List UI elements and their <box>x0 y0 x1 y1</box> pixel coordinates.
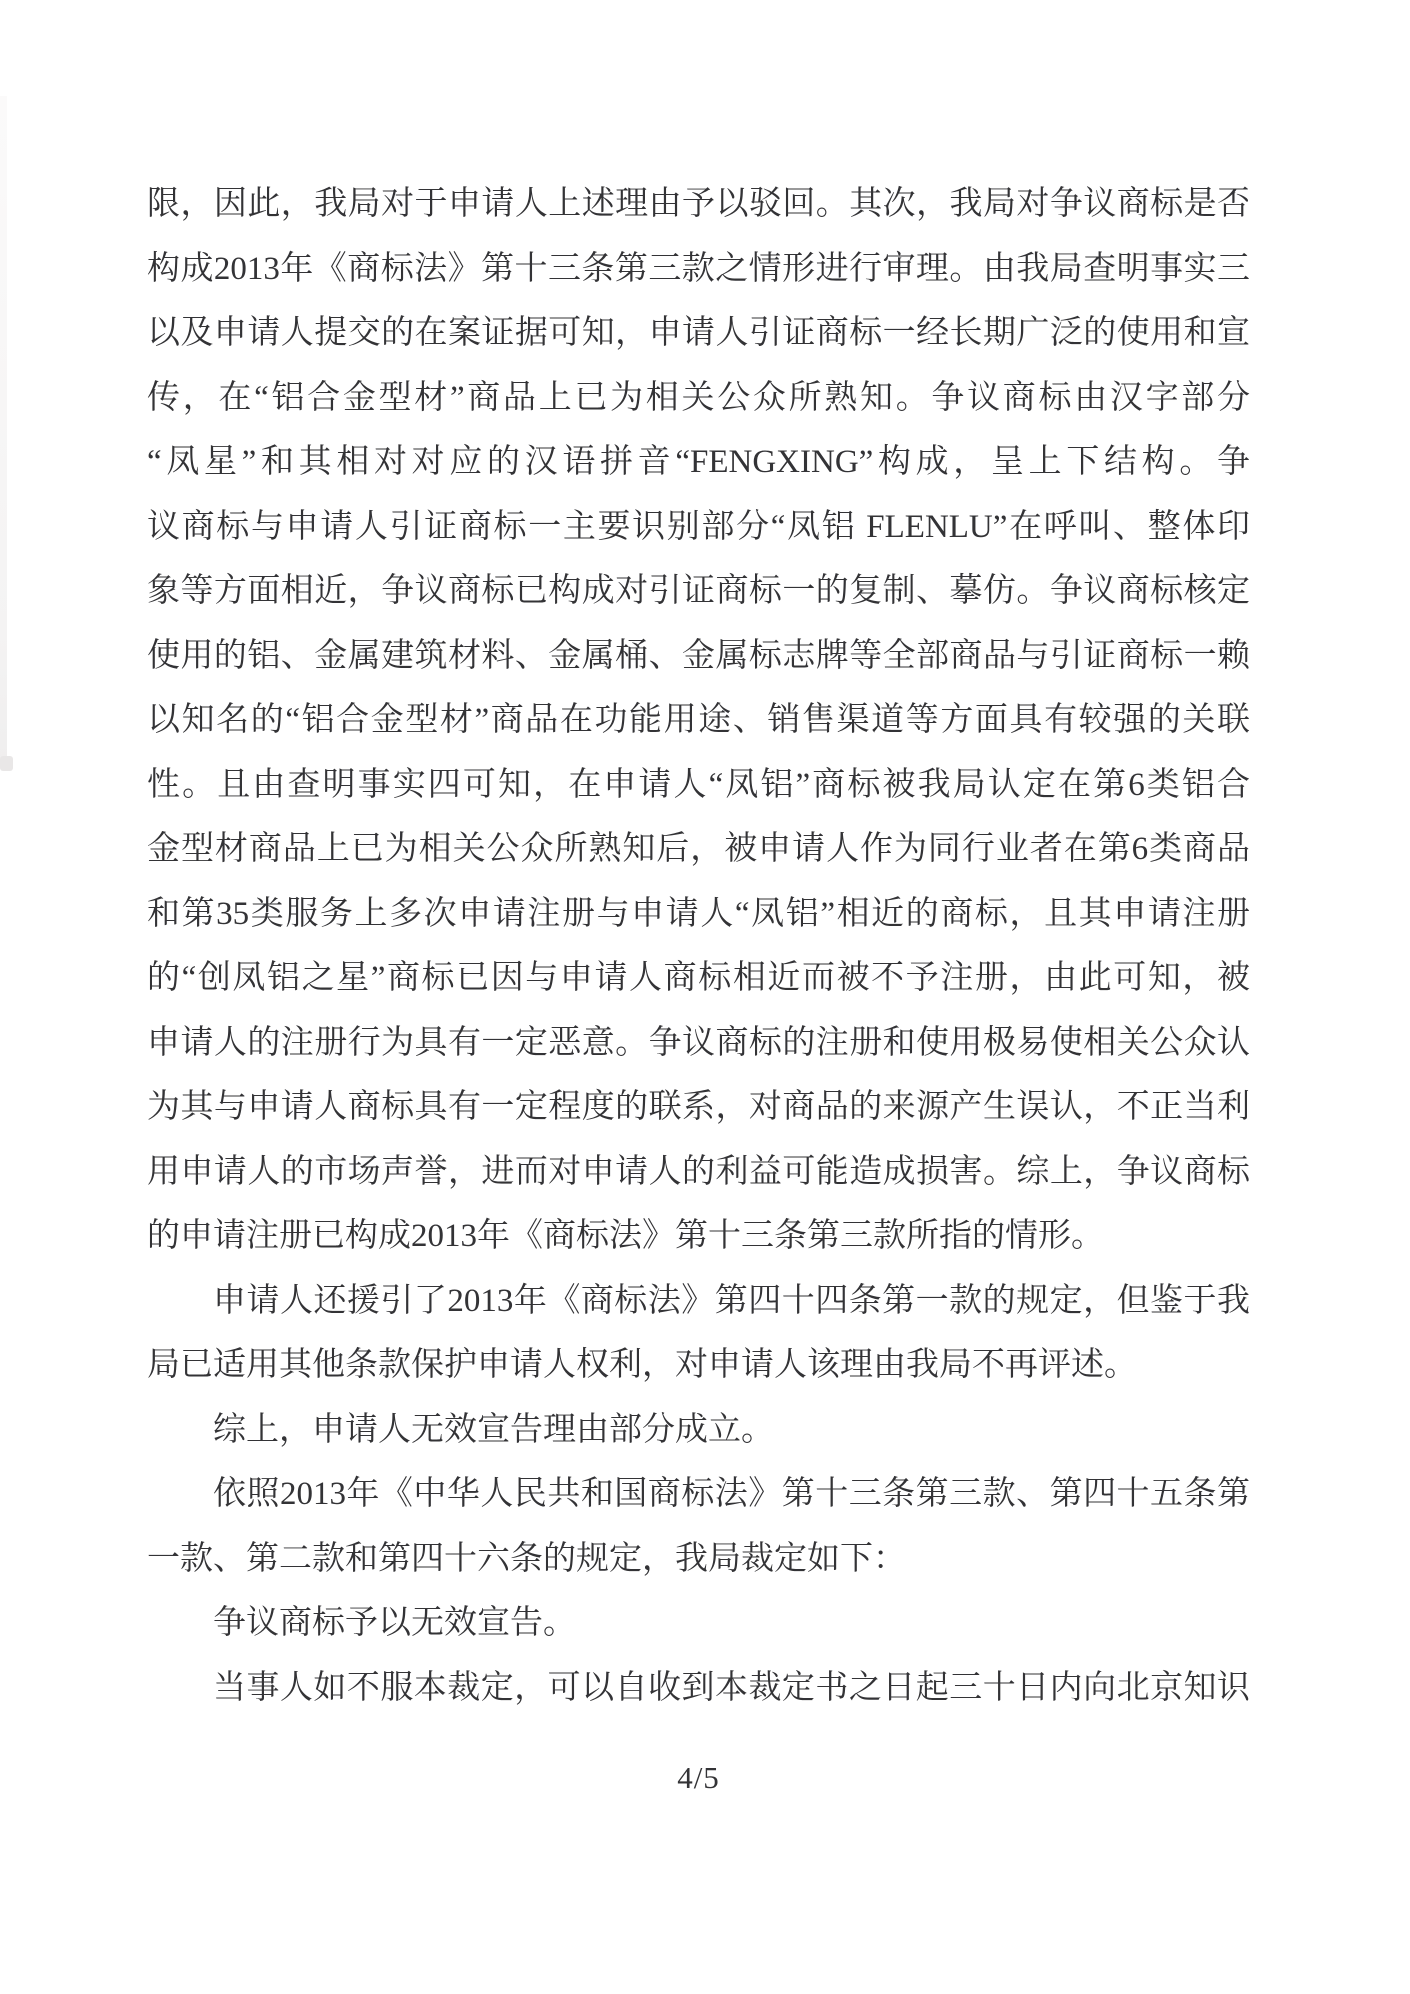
text-line: 和第35类服务上多次申请注册与申请人“凤铝”相近的商标，且其申请注册 <box>147 895 1250 932</box>
text-line: 构成2013年《商标法》第十三条第三款之情形进行审理。由我局查明事实三 <box>147 250 1250 287</box>
text-line: 局已适用其他条款保护申请人权利，对申请人该理由我局不再评述。 <box>147 1347 1137 1383</box>
text-line: 以及申请人提交的在案证据可知，申请人引证商标一经长期广泛的使用和宣 <box>147 315 1250 351</box>
paragraph <box>147 1591 1250 1656</box>
text-line: 当事人如不服本裁定，可以自收到本裁定书之日起三十日内向北京知识 <box>213 1669 1250 1706</box>
text-line: 议商标与申请人引证商标一主要识别部分“凤铝 FLENLU”在呼叫、整体印 <box>147 508 1250 545</box>
text-line: 以知名的“铝合金型材”商品在功能用途、销售渠道等方面具有较强的关联 <box>147 702 1250 738</box>
text-line: “凤星”和其相对对应的汉语拼音“FENGXING”构成，呈上下结构。争 <box>147 444 1250 480</box>
text-line: 金型材商品上已为相关公众所熟知后，被申请人作为同行业者在第6类商品 <box>147 831 1250 867</box>
paragraph <box>147 1398 1250 1463</box>
text-line: 的“创凤铝之星”商标已因与申请人商标相近而被不予注册，由此可知，被 <box>147 960 1250 996</box>
text-line: 为其与申请人商标具有一定程度的联系，对商品的来源产生误认，不正当利 <box>147 1089 1250 1125</box>
text-line: 传，在“铝合金型材”商品上已为相关公众所熟知。争议商标由汉字部分 <box>147 379 1250 416</box>
paragraph <box>147 1656 1250 1721</box>
text-line: 综上，申请人无效宣告理由部分成立。 <box>213 1411 774 1448</box>
text-line: 申请人的注册行为具有一定恶意。争议商标的注册和使用极易使相关公众认 <box>147 1024 1250 1061</box>
text-line: 使用的铝、金属建筑材料、金属桶、金属标志牌等全部商品与引证商标一赖 <box>147 637 1250 674</box>
paragraph <box>147 1269 1250 1398</box>
text-line: 争议商标予以无效宣告。 <box>213 1605 576 1641</box>
paragraph <box>147 172 1250 1269</box>
scan-edge-artifact <box>0 96 7 768</box>
text-line: 限，因此，我局对于申请人上述理由予以驳回。其次，我局对争议商标是否 <box>147 186 1250 222</box>
text-line: 依照2013年《中华人民共和国商标法》第十三条第三款、第四十五条第 <box>213 1476 1250 1512</box>
text-line: 一款、第二款和第四十六条的规定，我局裁定如下： <box>147 1540 906 1577</box>
text-line: 申请人还援引了2013年《商标法》第四十四条第一款的规定，但鉴于我 <box>213 1282 1250 1319</box>
document-text <box>147 172 1250 1720</box>
text-line: 性。且由查明事实四可知，在申请人“凤铝”商标被我局认定在第6类铝合 <box>147 766 1250 803</box>
text-line: 象等方面相近，争议商标已构成对引证商标一的复制、摹仿。争议商标核定 <box>147 573 1250 609</box>
text-line: 的申请注册已构成2013年《商标法》第十三条第三款所指的情形。 <box>147 1218 1104 1254</box>
scan-edge-mark <box>0 756 13 771</box>
text-line: 用申请人的市场声誉，进而对申请人的利益可能造成损害。综上，争议商标 <box>147 1153 1250 1190</box>
page-number: 4/5 <box>677 1760 720 1795</box>
paragraph <box>147 1462 1250 1591</box>
